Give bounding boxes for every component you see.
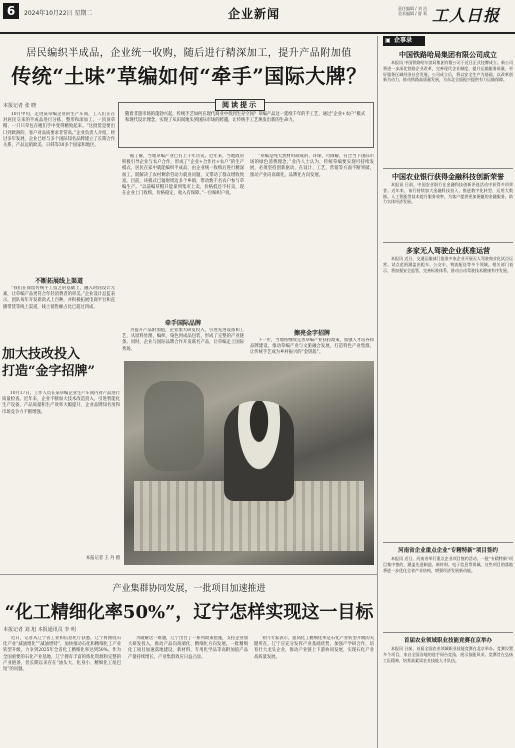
story1-column-3b <box>250 338 374 358</box>
sidebar-text <box>2 391 120 491</box>
main-column <box>0 36 378 748</box>
story1-column-1b <box>3 286 115 344</box>
brief-1-text <box>383 60 513 166</box>
story1-col3-paragraph: “草编是纯天然材料制成的，环保、可降解，符合当下国际市场的绿色消费理念。”业内人士认为，传统草编要实现可持续发展，必须坚持创新驱动，在设计、工艺、营销等方面不断突破，推动产业向高端化、品牌化方向发展。 <box>250 154 374 178</box>
story2-column-2 <box>128 636 248 744</box>
story2-headline: “化工精细化率50%”，辽宁怎样实现这一目标 <box>4 602 374 623</box>
brief-1-headline: 中国铁路哈局集团有限公司成立 <box>399 50 497 59</box>
brief-2-headline: 中国农业银行获得金融科技创新荣誉 <box>392 172 504 181</box>
brief-2-text <box>383 182 513 240</box>
brief-4-paragraph: 本报讯 近日，河南省举行重点企业项目签约活动，一批“专精特新”项目集中签约，涵盖先进制造、新材料、电子信息等领域。这些项目的落地将进一步优化全省产业结构，增强经济发展新动能。 <box>383 556 513 573</box>
page-header <box>0 0 515 34</box>
story1-byline: 本报记者 张 晓 <box>3 103 37 109</box>
brief-4-text <box>383 556 513 630</box>
brief-3-text <box>383 256 513 356</box>
story1-subhead-2: 牵手国际品牌 <box>164 320 201 327</box>
brief-divider <box>383 168 513 169</box>
story1-col2-paragraph: 据了解，当地草编产业已有上千年历史。近年来，当地政府积极引导企业与农户合作，形成了“企业+合作社+农户”的生产模式，居民在家中就能编织半成品，由企业统一收购后进行精深加工，既解决了农村剩余劳动力就业问题，又带动了群众增收致富。目前，该模式已辐射周边多个乡镇，带动数千名农户参与草编生产。“以前编草帽只能拿到集市上卖，价格低还不好卖，现在企业上门收购，价格稳定，收入有保障。”一位编织户说。 <box>122 154 244 197</box>
story1-column-2b <box>122 328 244 358</box>
story1-column-2 <box>122 154 244 314</box>
brief-3-paragraph: 本报讯 近日，交通运输部门批准多家企业开展无人驾驶商业化试点运营。试点范围涵盖出租车、公交车、物流配送等多个领域。相关部门表示，将加强安全监管，完善标准体系，推动自动驾驶技术健康有序发展。 <box>383 256 513 273</box>
story2-col3-paragraph: 业内专家表示，提高化工精细化率是石化产业转型升级的关键所在，辽宁应充分发挥产业基础优势，加强产学研合作，培育壮大龙头企业，推动产业链上下游协同发展，实现石化产业高质量发展。 <box>254 636 374 660</box>
story2-kicker: 产业集群协同发展，一批项目加速推进 <box>112 584 266 594</box>
brief-1-paragraph: 本报讯 中国铁路哈尔滨局集团有限公司于近日正式挂牌成立。新公司将进一步深化铁路企业改革，完善现代企业制度，提升运输服务质量，更好服务区域经济社会发展。公司成立后，将以安全生产为基础，以改革创新为动力，推动铁路高质量发展，为东北全面振兴提供有力运输保障。 <box>383 60 513 83</box>
editor-note-text: 随着非遗市场的蓬勃兴起，传统手艺如何在现代商业中找到生存空间？草编产品这一延续千年的手工艺，通过“企业+农户”模式和现代设计理念，实现了从田间地头到国际市场的跨越，让传统手工艺焕发出新的生命力。 <box>125 112 366 123</box>
story2-column-3 <box>254 636 374 744</box>
story1-col1b-paragraph: “我们在保留传统手工技艺的基础上，融入时尚设计元素，让草编产品更符合年轻消费者的审美。”企业设计总监表示，团队每年开发新款式上百种，并积极拓展电商平台和直播带货等线上渠道，线上销售额占比已超过四成。 <box>3 286 115 310</box>
photo-credit: 本报记者 王 丹 摄 <box>85 556 120 561</box>
page-number: 6 <box>3 3 19 19</box>
brief-divider <box>383 242 513 243</box>
editor-note-box <box>118 102 374 148</box>
brief-5-headline: 首届农业领域职业技能竞赛在京举办 <box>403 638 492 644</box>
brief-divider <box>383 542 513 543</box>
story1-column-3 <box>250 154 374 324</box>
editor-credits: 责任编辑 / 刘 洁 美术编辑 / 曹 莉 <box>398 6 428 16</box>
story1-col2b-paragraph: 为提升产品附加值，企业加大研发投入，引进先进设备和工艺，从原料处理、编织、染色到成品包装，形成了完整的产业链条。同时，企业与国际品牌合作开发联名产品，让草编走上国际秀场。 <box>122 328 244 352</box>
story1-subhead-3: 擦亮金字招牌 <box>293 330 330 337</box>
story1-kicker: 居民编织半成品，企业统一收购，随后进行精深加工，提升产品附加值 <box>26 48 352 59</box>
story-divider <box>0 574 378 575</box>
briefs-column <box>381 36 515 748</box>
story1-col1-paragraph: 10月中旬，走进某草编企业的生产车间，工人们正在对居民交来的半成品进行分拣、整形和深加工。一顶顶草帽、一只只草包在她们手中变得精致起来。“这批货是要出口到欧洲的，客户对品质要求非常高。”企业负责人介绍，经过多年发展，企业已经与多个国际知名品牌建立了长期合作关系，产品远销欧美、日韩等30多个国家和地区。 <box>3 112 115 149</box>
issue-date: 2024年10月22日 星期二 <box>24 10 93 17</box>
briefs-header <box>381 36 515 46</box>
briefs-tag: ▣ 企事录 <box>383 36 425 46</box>
brief-4-headline: 河南省企业重点企业“专精特新”项目签约 <box>398 548 498 554</box>
masthead-logo: 工人日报 <box>432 6 501 25</box>
news-photo <box>124 361 374 565</box>
sidebar-paragraph: 10月17日，工作人员在某草编企业生产车间内对产品进行质量检查。近年来，企业不断加大技术改造投入，引进智能化生产设备，产品质量和生产效率大幅提升，企业品牌知名度和市场竞争力不断增强。 <box>2 391 120 415</box>
photo-background-figure <box>144 381 204 471</box>
editor-note-tag: 阅读提示 <box>215 99 265 111</box>
brief-5-text <box>383 646 513 744</box>
brief-5-paragraph: 本报讯 日前，首届全国农业领域职业技能竞赛在北京举办。竞赛设置多个项目，来自全国各地的选手同台竞技，展示技能风采。竞赛旨在弘扬工匠精神，培养高素质农业技能人才队伍。 <box>383 646 513 663</box>
sidebar-title: 加大技改投入 打造“金字招牌” <box>2 347 95 379</box>
section-title: 企业新闻 <box>228 7 281 21</box>
story2-byline: 本报记者 刘 旭 本报通讯员 李 明 <box>3 627 76 633</box>
story1-col3b-paragraph: 下一步，当地将继续完善草编产业扶持政策，加强人才培养和品牌建设，推动草编产业与文旅融合发展，打造特色产业集群，让传统手艺成为乡村振兴的“金钥匙”。 <box>250 338 374 356</box>
story2-col2-paragraph: 为破解这一难题，辽宁出台了一系列政策措施，支持企业加大研发投入，推动产品向高端化、精细化方向发展。一批精细化工项目加速落地建设，新材料、专用化学品等高附加值产品产量持续增长，产业集群效应日益凸显。 <box>128 636 248 660</box>
story2-column-1 <box>3 636 121 744</box>
story1-headline: 传统“土味”草编如何“牵手”国际大牌？ <box>11 64 367 88</box>
story2-col1-paragraph: 近日，记者从辽宁省工业和信息化厅获悉，辽宁将围绕石化产业“减油增化”“减油增特”，加快推动石化和精细化工产业转型升级，力争到2025年全省化工精细化率达到50%。作为全国重要的石化产业基地，辽宁拥有丰富的炼化资源和完整的产业链条，但长期以来存在“油头大、化身小、精细化工尾巴短”的问题。 <box>3 636 121 673</box>
story1-column-1 <box>3 112 115 272</box>
photo-worker-figure <box>224 401 294 501</box>
brief-2-paragraph: 本报讯 日前，中国农业银行在金融科技创新评选活动中获得多项荣誉。近年来，该行持续加大金融科技投入，推进数字化转型，运用大数据、人工智能等技术提升服务效率，为客户提供更加便捷的金融服务，助力实体经济发展。 <box>383 182 513 205</box>
brief-3-headline: 多家无人驾驶企业获准运营 <box>406 246 490 255</box>
brief-divider <box>383 632 513 633</box>
story1-subhead-1: 不断拓展线上渠道 <box>34 278 83 285</box>
